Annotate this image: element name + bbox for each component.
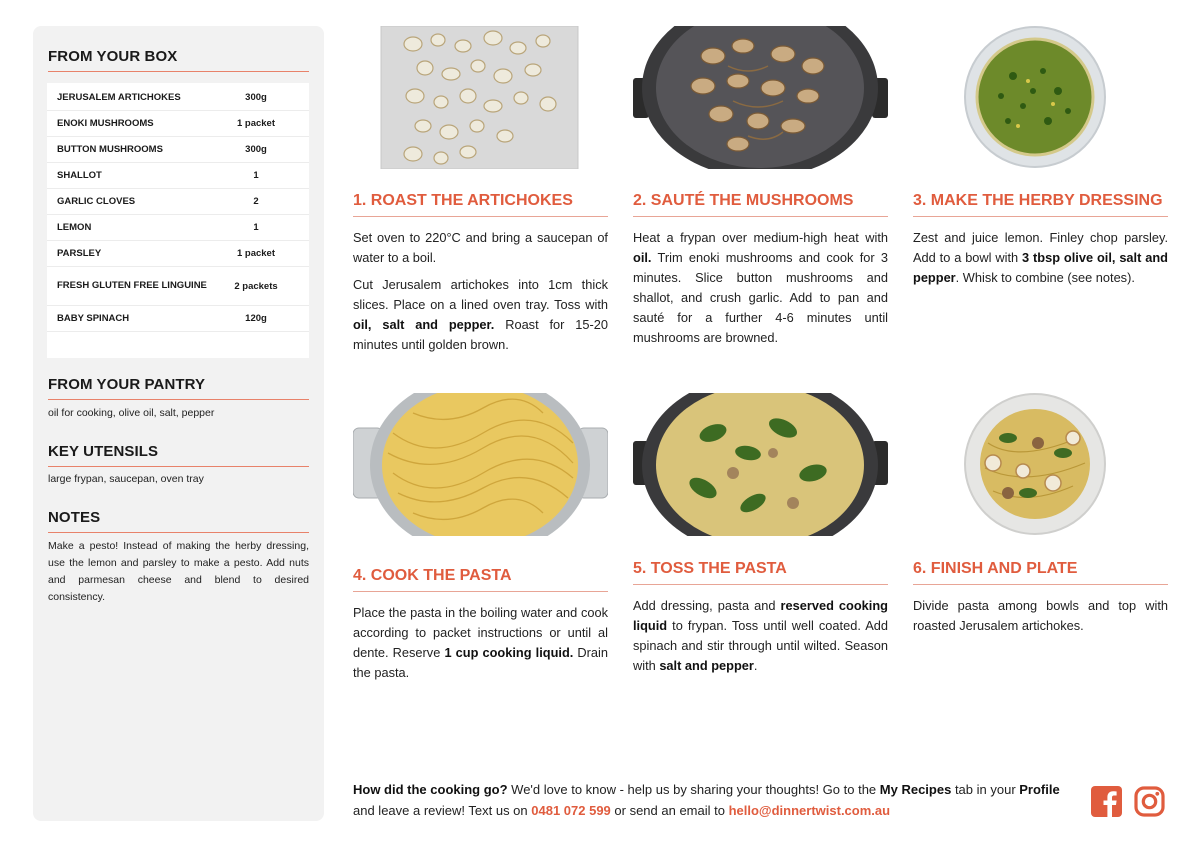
step-5-body — [633, 596, 888, 683]
ingredient-quantity: 1 — [253, 222, 259, 233]
ingredient-quantity: 300g — [245, 92, 267, 103]
text-run: Drain the pasta. — [353, 645, 609, 680]
ingredient-row — [47, 306, 309, 332]
text-run: and leave a review! Text us on — [353, 803, 532, 818]
step-6-body — [913, 596, 1168, 643]
step-paragraph — [633, 596, 888, 676]
step-paragraph — [913, 596, 1168, 636]
notes-text: Make a pesto! Instead of making the herby dressing, use the lemon and parsley to make a pesto. Add nuts and parmesan cheese and blend to desired consistency. — [48, 540, 309, 603]
step-paragraph — [353, 228, 608, 268]
ingredient-name: GARLIC CLOVES — [57, 195, 136, 207]
ingredient-name: LEMON — [57, 221, 92, 233]
ingredient-name: SHALLOT — [57, 169, 102, 181]
from-your-pantry-heading: FROM YOUR PANTRY — [48, 376, 309, 400]
text-run: Divide pasta among bowls and top with roasted Jerusalem artichokes. — [913, 598, 1168, 633]
step-paragraph — [633, 228, 888, 348]
bold-text: Profile — [1019, 782, 1060, 797]
text-run: Add dressing, pasta and — [633, 598, 781, 613]
bold-text: oil. — [633, 250, 652, 265]
herby-dressing-photo — [913, 26, 1168, 169]
bold-text: oil, salt and pepper. — [353, 317, 495, 332]
step-5-title: 5. TOSS THE PASTA — [633, 560, 888, 585]
step-4-title: 4. COOK THE PASTA — [353, 567, 608, 592]
phone-link[interactable]: 0481 072 599 — [531, 803, 611, 818]
email-link[interactable]: hello@dinnertwist.com.au — [728, 803, 891, 818]
text-run: Cut Jerusalem artichokes into 1cm thick slices. Place on a lined oven tray. Toss with — [353, 277, 608, 312]
ingredient-quantity: 2 packets — [234, 280, 278, 292]
ingredient-row — [47, 267, 309, 306]
ingredient-quantity: 2 — [253, 196, 259, 207]
ingredients-sidebar — [33, 26, 324, 821]
step-6-title: 6. FINISH AND PLATE — [913, 560, 1168, 585]
bold-text: salt and pepper — [659, 658, 754, 673]
step-paragraph — [353, 603, 608, 683]
bold-text: 1 cup cooking liquid. — [444, 645, 574, 660]
plated-pasta-photo — [913, 393, 1168, 536]
ingredient-row — [47, 137, 309, 163]
text-run: Zest and juice lemon. Finley chop parsley. Add to a bowl with — [913, 230, 1168, 265]
notes-heading: NOTES — [48, 509, 309, 533]
text-run: . Whisk to combine (see notes). — [955, 270, 1135, 285]
text-run: Heat a frypan over medium-high heat with — [633, 230, 888, 245]
bold-text: How did the cooking go? — [353, 782, 508, 797]
ingredient-name: BUTTON MUSHROOMS — [57, 143, 163, 155]
ingredient-name: PARSLEY — [57, 247, 102, 259]
pantry-text: oil for cooking, olive oil, salt, pepper — [48, 407, 215, 419]
sauteed-mushrooms-photo — [633, 26, 888, 169]
step-3-body — [913, 228, 1168, 295]
tossed-pasta-photo — [633, 393, 888, 536]
step-2-title: 2. SAUTÉ THE MUSHROOMS — [633, 192, 888, 217]
step-1-title: 1. ROAST THE ARTICHOKES — [353, 192, 608, 217]
ingredient-quantity: 120g — [245, 313, 267, 324]
ingredient-row — [47, 85, 309, 111]
roasted-artichokes-photo — [353, 26, 608, 169]
ingredient-name: ENOKI MUSHROOMS — [57, 117, 154, 129]
step-paragraph — [913, 228, 1168, 288]
bold-text: 3 tbsp olive oil, salt and pepper — [913, 250, 1168, 285]
bold-text: reserved cooking liquid — [633, 598, 888, 633]
ingredient-name: JERUSALEM ARTICHOKES — [57, 91, 181, 103]
text-run: We'd love to know - help us by sharing your thoughts! Go to the — [507, 782, 880, 797]
text-run: Place the pasta in the boiling water and cook according to packet instructions or until al dente. Reserve — [353, 605, 608, 660]
step-4-body — [353, 603, 608, 690]
instagram-icon[interactable] — [1134, 786, 1165, 817]
facebook-icon[interactable] — [1091, 786, 1122, 817]
ingredient-quantity: 1 packet — [236, 118, 276, 129]
ingredient-row — [47, 241, 309, 267]
text-run: Trim enoki mushrooms and cook for 3 minutes. Slice button mushrooms and shallot, and crush garlic. Add to pan and sauté for a further 4-6 minutes until mushrooms are browned. — [633, 250, 888, 345]
ingredient-name: FRESH GLUTEN FREE LINGUINE — [57, 280, 207, 291]
text-run: . — [753, 658, 758, 673]
ingredient-row — [47, 163, 309, 189]
text-run: tab in your — [951, 782, 1020, 797]
ingredient-name: BABY SPINACH — [57, 312, 130, 324]
text-run: Roast for 15-20 minutes until golden brown. — [353, 317, 609, 352]
ingredient-row — [47, 215, 309, 241]
key-utensils-heading: KEY UTENSILS — [48, 443, 309, 467]
pasta-pot-photo — [353, 393, 608, 536]
bold-text: My Recipes — [879, 782, 952, 797]
ingredient-quantity: 1 — [253, 170, 259, 181]
step-2-body — [633, 228, 888, 355]
text-run: Set oven to 220°C and bring a saucepan of water to a boil. — [353, 230, 608, 265]
ingredient-row — [47, 111, 309, 137]
step-3-title: 3. MAKE THE HERBY DRESSING — [913, 192, 1168, 217]
ingredient-quantity: 300g — [245, 144, 267, 155]
ingredient-quantity: 1 packet — [236, 248, 276, 259]
step-1-body — [353, 228, 608, 362]
text-run: or send an email to — [610, 803, 729, 818]
step-paragraph — [353, 275, 608, 355]
text-run: to frypan. Toss until well coated. Add spinach and stir through until wilted. Season with — [633, 618, 888, 673]
utensils-text: large frypan, saucepan, oven tray — [48, 473, 204, 485]
ingredient-row — [47, 189, 309, 215]
ingredients-table — [47, 83, 309, 358]
from-your-box-heading: FROM YOUR BOX — [48, 48, 309, 72]
review-footer — [353, 779, 1073, 821]
